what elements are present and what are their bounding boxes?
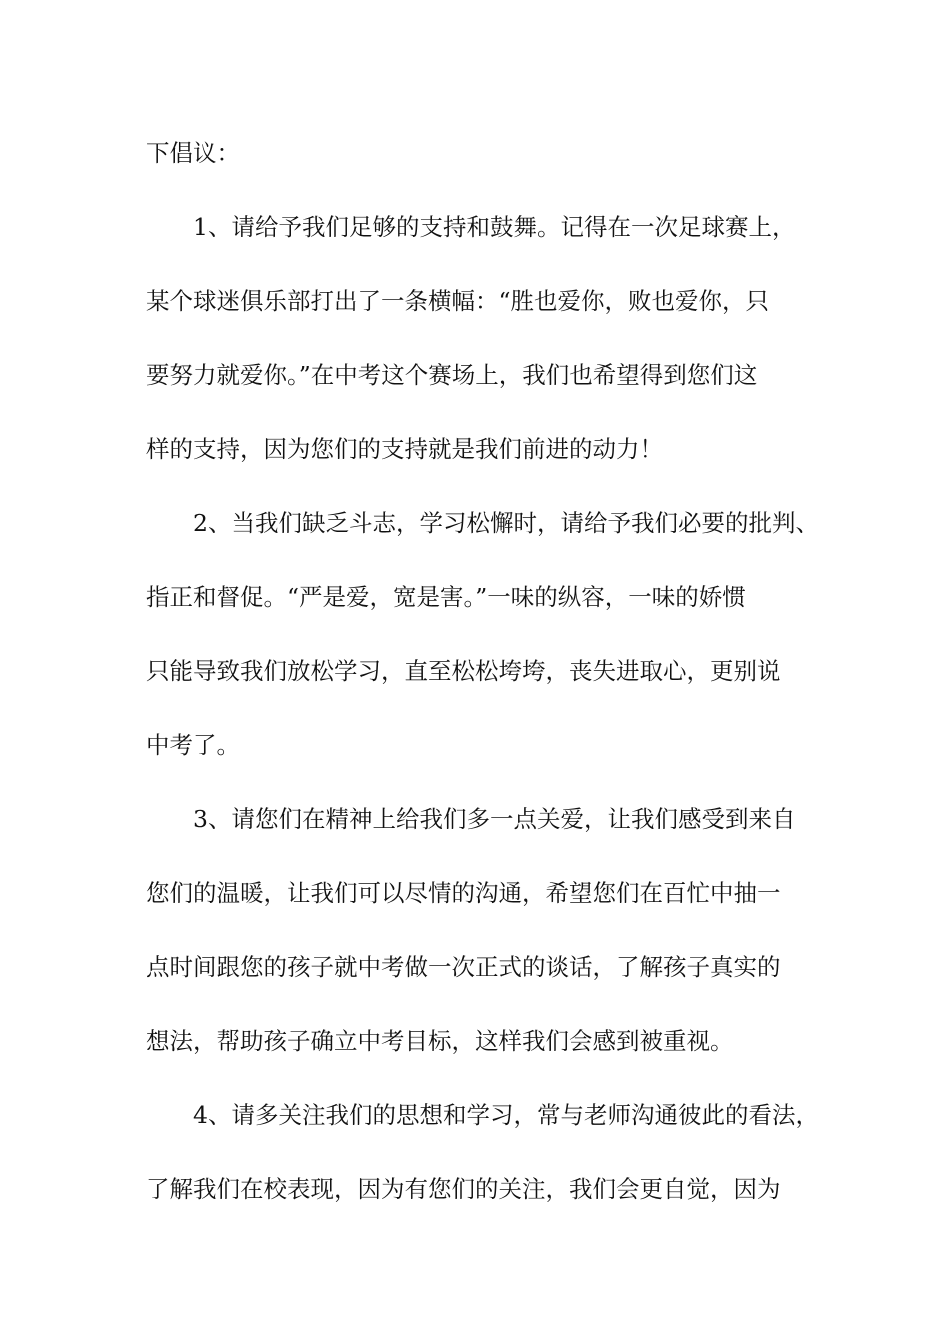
text-line: 想法，帮助孩子确立中考目标，这样我们会感到被重视。 (146, 1027, 734, 1055)
text-line: 样的支持，因为您们的支持就是我们前进的动力！ (146, 435, 663, 463)
text-line: 2、当我们缺乏斗志，学习松懈时，请给予我们必要的批判、 (193, 509, 819, 537)
text-line: 4、请多关注我们的思想和学习，常与老师沟通彼此的看法， (193, 1101, 819, 1129)
text-line: 了解我们在校表现，因为有您们的关注，我们会更自觉，因为 (146, 1175, 781, 1203)
text-line: 中考了。 (146, 731, 240, 759)
text-line: 只能导致我们放松学习，直至松松垮垮，丧失进取心，更别说 (146, 657, 781, 685)
text-line: 指正和督促。“严是爱，宽是害。”一味的纵容，一味的娇惯 (146, 583, 746, 611)
text-line: 点时间跟您的孩子就中考做一次正式的谈话，了解孩子真实的 (146, 953, 781, 981)
text-line: 下倡议： (146, 139, 240, 167)
text-line: 1、请给予我们足够的支持和鼓舞。记得在一次足球赛上， (193, 213, 796, 241)
text-line: 要努力就爱你。”在中考这个赛场上，我们也希望得到您们这 (146, 361, 758, 389)
text-line: 某个球迷俱乐部打出了一条横幅：“胜也爱你，败也爱你，只 (146, 287, 770, 315)
text-line: 您们的温暖，让我们可以尽情的沟通，希望您们在百忙中抽一 (146, 879, 781, 907)
text-line: 3、请您们在精神上给我们多一点关爱，让我们感受到来自 (193, 805, 796, 833)
